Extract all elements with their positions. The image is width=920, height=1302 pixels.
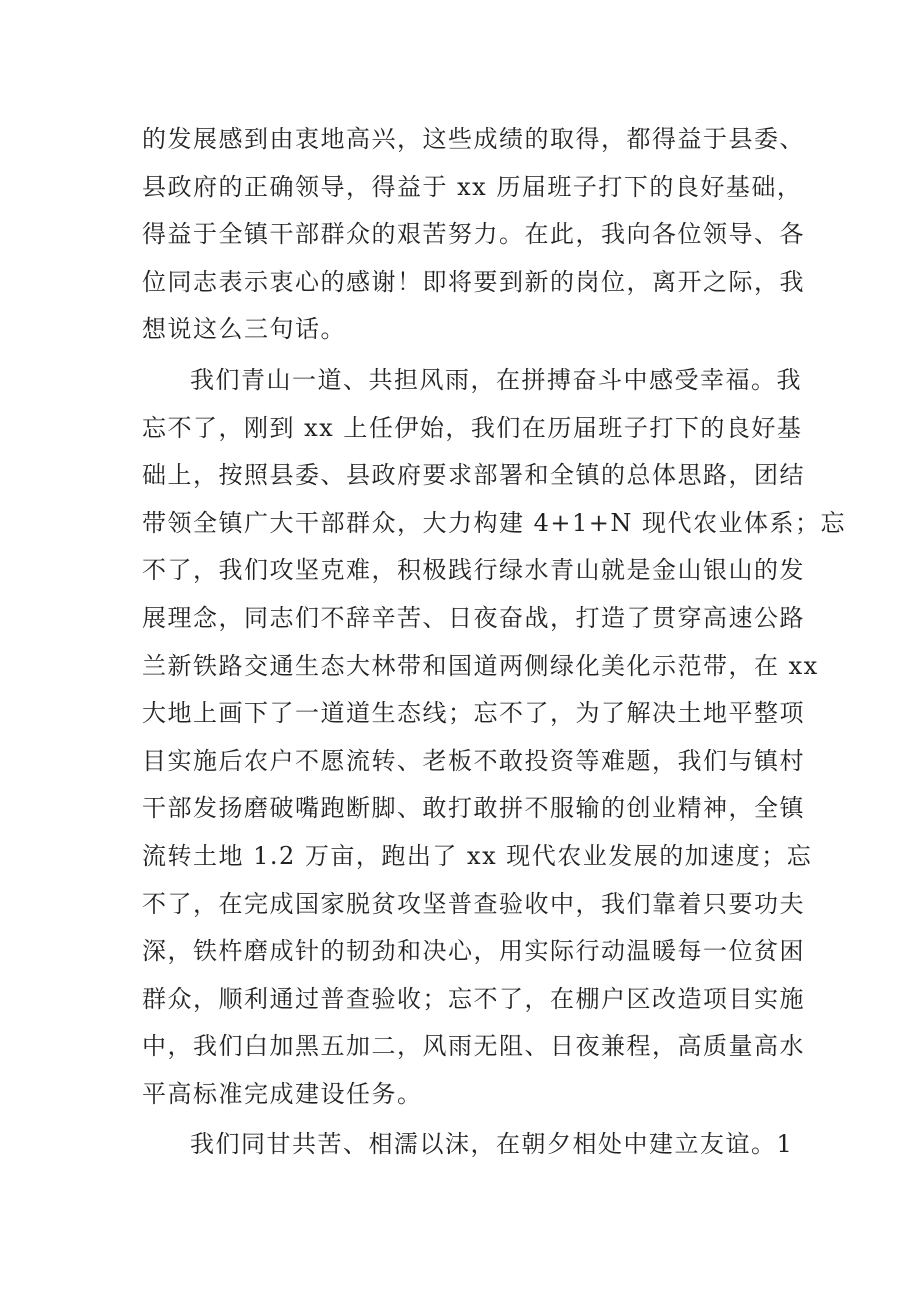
paragraph-line: 中，我们白加黑五加二，风雨无阻、日夜兼程，高质量高水 (142, 1032, 805, 1061)
paragraph-line: 我们同甘共苦、相濡以沫，在朝夕相处中建立友谊。1 (190, 1130, 794, 1159)
paragraph-line: 目实施后农户不愿流转、老板不敢投资等难题，我们与镇村 (142, 746, 805, 775)
paragraph-1 (142, 116, 805, 354)
paragraph-line: 县政府的正确领导，得益于 xx 历届班子打下的良好基础， (142, 172, 803, 201)
paragraph-3 (142, 1121, 802, 1169)
paragraph-line: 群众，顺利通过普查验收；忘不了，在棚户区改造项目实施 (142, 984, 805, 1013)
paragraph-line: 位同志表示衷心的感谢！即将要到新的岗位，离开之际，我 (142, 267, 805, 296)
paragraph-line: 不了，在完成国家脱贫攻坚普查验收中，我们靠着只要功夫 (142, 889, 805, 918)
paragraph-line: 忘不了，刚到 xx 上任伊始，我们在历届班子打下的良好基 (142, 413, 803, 442)
paragraph-line: 带领全镇广大干部群众，大力构建 4+1+N 现代农业体系；忘 (142, 508, 847, 537)
paragraph-line: 大地上画下了一道道生态线；忘不了，为了解决土地平整项 (142, 699, 805, 728)
paragraph-line: 得益于全镇干部群众的艰苦努力。在此，我向各位领导、各 (142, 220, 805, 249)
paragraph-line: 想说这么三句话。 (142, 315, 346, 344)
paragraph-2 (142, 357, 847, 1119)
paragraph-line: 础上，按照县委、县政府要求部署和全镇的总体思路，团结 (142, 461, 805, 490)
paragraph-line: 展理念，同志们不辞辛苦、日夜奋战，打造了贯穿高速公路 (142, 603, 805, 632)
paragraph-line: 干部发扬磨破嘴跑断脚、敢打敢拼不服输的创业精神，全镇 (142, 794, 805, 823)
paragraph-line: 兰新铁路交通生态大林带和国道两侧绿化美化示范带，在 xx (142, 651, 819, 680)
paragraph-line: 不了，我们攻坚克难，积极践行绿水青山就是金山银山的发 (142, 556, 805, 585)
paragraph-line: 流转土地 1.2 万亩，跑出了 xx 现代农业发展的加速度；忘 (142, 841, 813, 870)
paragraph-line: 的发展感到由衷地高兴，这些成绩的取得，都得益于县委、 (142, 125, 805, 153)
paragraph-line: 我们青山一道、共担风雨，在拼搏奋斗中感受幸福。我 (190, 365, 802, 394)
paragraph-line: 平高标准完成建设任务。 (142, 1079, 423, 1108)
paragraph-line: 深，铁杵磨成针的韧劲和决心，用实际行动温暖每一位贫困 (142, 937, 805, 966)
document-body (142, 116, 847, 1169)
